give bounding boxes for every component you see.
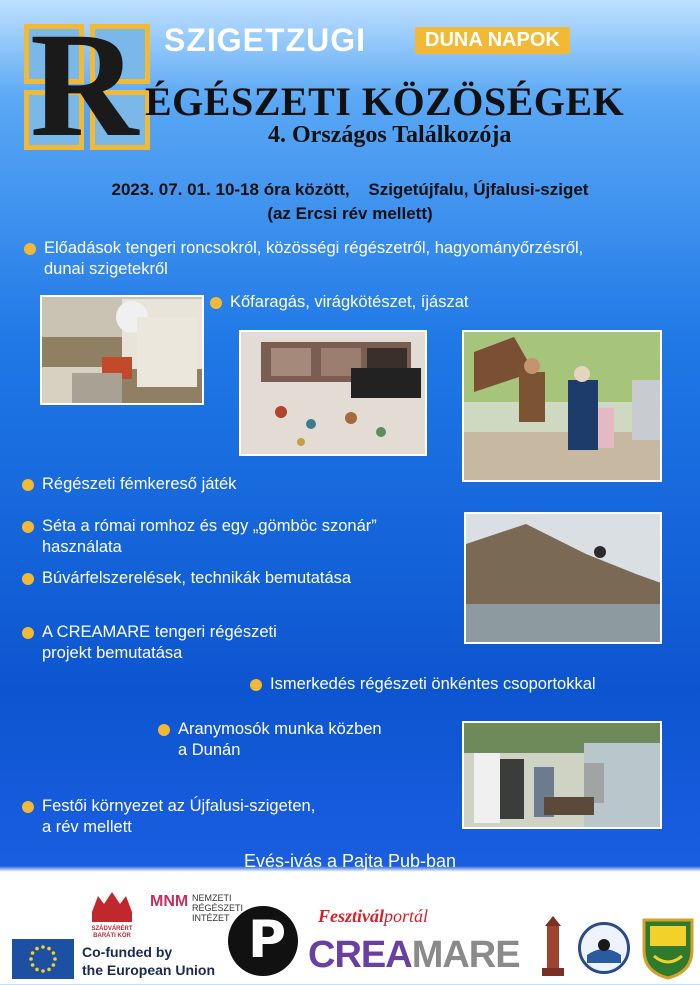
coat-of-arms-icon [640,916,696,980]
event-datetime-location [0,180,700,200]
creamare-logo [308,934,520,977]
festival-portal-logo [318,906,428,927]
riverbank-photo [464,512,662,644]
mnm-logo [150,893,244,923]
page-subtitle: 4. Országos Találkozója [268,122,512,148]
diving-association-logo-icon [578,922,630,974]
eu-cofunded-text: Co-funded by the European Union [82,944,215,978]
event-datetime: 2023. 07. 01. 10-18 óra között, [111,180,350,199]
gold-panning-photo [462,721,662,829]
program-item: Előadások tengeri roncsokról, közösségi régészetről, hagyományőrzésről, dunai szigetekről [24,238,684,280]
logo-letter: R [30,2,135,168]
eu-flag-icon [12,939,74,979]
mnm-mark: MNM [150,893,189,910]
bullet-icon [250,679,262,691]
program-item: A CREAMARE tengeri régészeti projekt bemutatása [22,622,422,664]
event-location-note [0,204,700,224]
tower-logo-icon [540,916,566,978]
program-item: Búvárfelszerelések, technikák bemutatása [22,568,462,589]
creamare-a: CREA [308,934,412,976]
bullet-icon [22,627,34,639]
program-item: Régészeti fémkereső játék [22,474,422,495]
mnm-name: NEMZETI RÉGÉSZETI INTÉZET [192,893,244,923]
p-letter-icon: P [248,910,287,970]
festival-portal-a: Fesztivál [318,906,384,926]
pro-progressione-logo [228,906,298,976]
brand-name: SZIGETZUGI [164,22,366,58]
closing-line: Evés-ivás a Pajta Pub-ban [243,851,457,871]
location-note-text: (az Ercsi rév mellett) [267,204,433,223]
bullet-icon [22,573,34,585]
bullet-icon [24,243,36,255]
event-location: Szigetújfalu, Újfalusi-sziget [368,180,589,199]
bullet-icon [210,297,222,309]
event-logo [24,2,152,168]
jewelry-photo [239,330,427,456]
bullet-icon [22,521,34,533]
page-title: ÉGÉSZETI KÖZÖSÉGEK [145,79,625,124]
festival-portal-b: portál [384,906,429,926]
stone-carving-photo [40,295,204,405]
brand-badge: DUNA NAPOK [415,27,570,54]
bullet-icon [22,479,34,491]
program-item: Kőfaragás, virágkötészet, íjászat [210,292,610,313]
szadvar-label: SZÁDVÁRÉRT BARÁTI KÖR [91,926,133,939]
program-item: Aranymosók munka közben a Dunán [158,719,458,761]
szadvar-logo [88,888,136,924]
program-item: Ismerkedés régészeti önkéntes csoportokkal [250,674,690,695]
program-item: Séta a római romhoz és egy „gömböc szonár” használata [22,516,462,558]
reenactors-photo [462,330,662,482]
program-item: Festői környezet az Újfalusi-szigeten, a rév mellett [22,796,462,838]
bullet-icon [22,801,34,813]
creamare-b: MARE [411,934,520,976]
bullet-icon [158,724,170,736]
